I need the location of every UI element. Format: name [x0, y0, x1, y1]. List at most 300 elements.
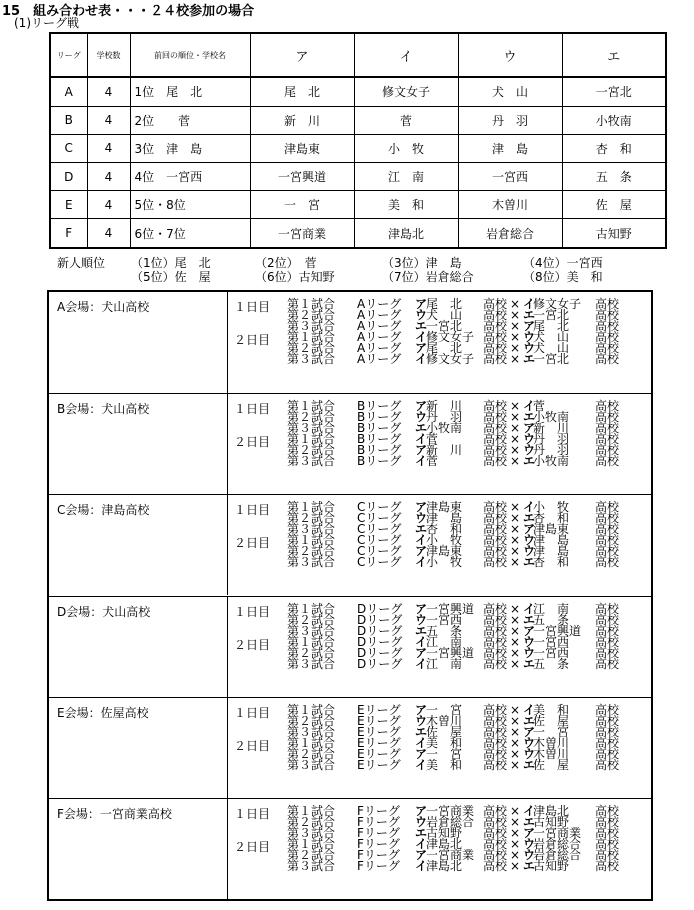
- match-k1: 高校: [483, 533, 508, 548]
- team-u-cell: 丹 羽: [458, 106, 562, 134]
- match-k2: 高校: [595, 511, 620, 526]
- team-u-cell: 犬 山: [458, 77, 562, 106]
- league-table: [49, 32, 667, 249]
- match-league: Eリーグ: [357, 746, 401, 761]
- match-k2: 高校: [595, 297, 620, 311]
- match-al: ウ: [523, 544, 536, 559]
- match-league: Cリーグ: [357, 533, 402, 548]
- match-game: 第３試合: [287, 656, 336, 671]
- match-x: ×: [510, 645, 521, 660]
- match-away: 五 条: [533, 612, 570, 627]
- match-k1: 高校: [483, 757, 508, 772]
- previous-cell: 1位 尾 北: [130, 77, 250, 106]
- match-hl: ア: [415, 601, 428, 616]
- match-al: ア: [523, 825, 536, 840]
- match-game: 第２試合: [287, 544, 336, 559]
- match-league: Dリーグ: [357, 634, 403, 649]
- match-x: ×: [510, 702, 521, 717]
- match-k1: 高校: [483, 656, 508, 671]
- match-k2: 高校: [595, 522, 620, 537]
- match-k2: 高校: [595, 533, 620, 548]
- day-label: ２日目: [234, 637, 271, 652]
- match-k2: 高校: [595, 702, 620, 717]
- match-k1: 高校: [483, 544, 508, 559]
- match-away: 木曽川: [533, 735, 570, 750]
- match-game: 第２試合: [287, 645, 336, 660]
- match-hl: エ: [415, 319, 428, 333]
- match-league: Eリーグ: [357, 757, 401, 772]
- match-game: 第１試合: [287, 399, 336, 414]
- match-al: エ: [523, 858, 536, 873]
- match-x: ×: [510, 352, 521, 366]
- team-a-cell: 尾 北: [250, 77, 354, 106]
- match-x: ×: [510, 601, 521, 616]
- match-away: 修文女子: [533, 297, 582, 311]
- match-al: ア: [523, 319, 536, 333]
- match-game: 第１試合: [287, 601, 336, 616]
- match-x: ×: [510, 858, 521, 873]
- match-k2: 高校: [595, 645, 620, 660]
- match-k1: 高校: [483, 713, 508, 728]
- team-e-cell: 杏 和: [562, 134, 666, 162]
- rookie-label: 新人順位: [57, 256, 106, 270]
- rookie-rank-8: （8位）美 和: [523, 270, 603, 284]
- page-title: 15 組み合わせ表・・・２４校参加の場合: [2, 4, 255, 19]
- match-away: 岩倉総合: [533, 847, 582, 862]
- match-al: エ: [523, 612, 536, 627]
- match-home: 江 南: [426, 656, 463, 671]
- match-k2: 高校: [595, 803, 620, 818]
- match-k2: 高校: [595, 825, 620, 840]
- match-game: 第３試合: [287, 858, 336, 873]
- match-hl: エ: [415, 623, 428, 638]
- match-hl: イ: [415, 858, 428, 873]
- match-game: 第３試合: [287, 757, 336, 772]
- match-league: Eリーグ: [357, 713, 401, 728]
- match-hl: ア: [415, 399, 428, 414]
- match-home: 佐 屋: [426, 724, 463, 739]
- match-hl: イ: [415, 656, 428, 671]
- match-game: 第１試合: [287, 634, 336, 649]
- day-label: ２日目: [234, 333, 271, 347]
- match-hl: ウ: [415, 814, 428, 829]
- match-away: 丹 羽: [533, 432, 570, 447]
- match-away: 岩倉総合: [533, 836, 582, 851]
- team-a-cell: 津島東: [250, 134, 354, 162]
- match-hl: ア: [415, 645, 428, 660]
- venue-block: [49, 697, 651, 798]
- rookie-rank-1: （1位）尾 北: [131, 256, 211, 270]
- schedule-table: [47, 290, 653, 901]
- match-hl: ア: [415, 341, 428, 355]
- match-x: ×: [510, 511, 521, 526]
- match-k1: 高校: [483, 432, 508, 447]
- match-x: ×: [510, 713, 521, 728]
- match-k2: 高校: [595, 814, 620, 829]
- match-hl: エ: [415, 825, 428, 840]
- team-a-cell: 一宮商業: [250, 219, 354, 248]
- match-home: 新 川: [426, 443, 463, 458]
- match-al: エ: [523, 656, 536, 671]
- league-table-header: [50, 33, 666, 77]
- match-home: 小 牧: [426, 555, 463, 570]
- match-k2: 高校: [595, 421, 620, 436]
- day-label: ２日目: [234, 839, 271, 854]
- venue-name: F会場：一宮商業高校: [57, 806, 172, 821]
- match-k2: 高校: [595, 544, 620, 559]
- match-k1: 高校: [483, 814, 508, 829]
- match-al: ウ: [523, 533, 536, 548]
- match-game: 第３試合: [287, 724, 336, 739]
- match-al: エ: [523, 757, 536, 772]
- count-cell: 4: [87, 191, 130, 219]
- match-away: 一宮西: [533, 634, 570, 649]
- match-away: 小牧南: [533, 410, 570, 425]
- league-row-b: [50, 106, 666, 134]
- match-k1: 高校: [483, 847, 508, 862]
- match-k2: 高校: [595, 757, 620, 772]
- match-league: Eリーグ: [357, 702, 401, 717]
- match-hl: ア: [415, 847, 428, 862]
- match-hl: ア: [415, 297, 428, 311]
- match-hl: ウ: [415, 713, 428, 728]
- match-x: ×: [510, 814, 521, 829]
- match-hl: エ: [415, 421, 428, 436]
- match-k2: 高校: [595, 352, 620, 366]
- match-k1: 高校: [483, 746, 508, 761]
- match-home: 尾 北: [426, 341, 463, 355]
- match-away: 古知野: [533, 858, 570, 873]
- rookie-rank-5: （5位）佐 屋: [131, 270, 211, 284]
- match-k2: 高校: [595, 308, 620, 322]
- match-al: ウ: [523, 836, 536, 851]
- match-k2: 高校: [595, 454, 620, 469]
- match-game: 第３試合: [287, 825, 336, 840]
- day-label: ２日目: [234, 435, 271, 450]
- league-cell: D: [50, 162, 87, 190]
- league-row-e: [50, 191, 666, 219]
- match-home: 木曽川: [426, 713, 463, 728]
- match-hl: イ: [415, 432, 428, 447]
- match-league: Bリーグ: [357, 410, 402, 425]
- league-cell: E: [50, 191, 87, 219]
- rookie-rank-6: （6位）古知野: [255, 270, 335, 284]
- team-a-cell: 一宮興道: [250, 162, 354, 190]
- match-x: ×: [510, 341, 521, 355]
- match-al: ア: [523, 724, 536, 739]
- match-game: 第２試合: [287, 341, 336, 355]
- team-e-cell: 五 条: [562, 162, 666, 190]
- match-k2: 高校: [595, 634, 620, 649]
- match-k2: 高校: [595, 735, 620, 750]
- match-home: 美 和: [426, 735, 463, 750]
- venue-block: [49, 798, 651, 899]
- match-away: 津島北: [533, 803, 570, 818]
- league-row-a: [50, 77, 666, 106]
- match-hl: イ: [415, 454, 428, 469]
- team-e-cell: 古知野: [562, 219, 666, 248]
- match-game: 第２試合: [287, 814, 336, 829]
- match-game: 第２試合: [287, 612, 336, 627]
- header-u: ウ: [458, 33, 562, 77]
- match-away: 杏 和: [533, 555, 570, 570]
- match-hl: ウ: [415, 511, 428, 526]
- team-i-cell: 津島北: [354, 219, 458, 248]
- match-home: 尾 北: [426, 297, 463, 311]
- match-away: 小牧南: [533, 454, 570, 469]
- match-k1: 高校: [483, 410, 508, 425]
- day-label: １日目: [234, 503, 271, 518]
- match-home: 一宮西: [426, 612, 463, 627]
- day-label: １日目: [234, 705, 271, 720]
- match-k2: 高校: [595, 713, 620, 728]
- match-hl: イ: [415, 555, 428, 570]
- match-k1: 高校: [483, 612, 508, 627]
- match-hl: イ: [415, 352, 428, 366]
- match-al: ウ: [523, 432, 536, 447]
- match-k1: 高校: [483, 702, 508, 717]
- match-league: Bリーグ: [357, 399, 402, 414]
- match-home: 古知野: [426, 825, 463, 840]
- match-al: ア: [523, 522, 536, 537]
- match-al: エ: [523, 713, 536, 728]
- match-league: Cリーグ: [357, 511, 402, 526]
- match-away: 新 川: [533, 421, 570, 436]
- match-league: Fリーグ: [357, 847, 400, 862]
- match-league: Bリーグ: [357, 443, 402, 458]
- match-hl: ア: [415, 746, 428, 761]
- match-k1: 高校: [483, 555, 508, 570]
- match-k2: 高校: [595, 858, 620, 873]
- match-x: ×: [510, 612, 521, 627]
- match-away: 津 島: [533, 533, 570, 548]
- match-home: 津 島: [426, 511, 463, 526]
- league-cell: F: [50, 219, 87, 248]
- match-k2: 高校: [595, 341, 620, 355]
- rookie-rank-2: （2位） 菅: [255, 256, 317, 270]
- match-away: 尾 北: [533, 319, 570, 333]
- match-x: ×: [510, 500, 521, 515]
- match-k1: 高校: [483, 341, 508, 355]
- match-game: 第２試合: [287, 746, 336, 761]
- match-hl: ア: [415, 500, 428, 515]
- match-x: ×: [510, 634, 521, 649]
- match-x: ×: [510, 330, 521, 344]
- day-label: １日目: [234, 806, 271, 821]
- match-k2: 高校: [595, 399, 620, 414]
- match-league: Aリーグ: [357, 319, 402, 333]
- header-previous: 前回の順位・学校名: [130, 33, 250, 77]
- match-k2: 高校: [595, 623, 620, 638]
- match-k1: 高校: [483, 421, 508, 436]
- match-x: ×: [510, 308, 521, 322]
- match-game: 第３試合: [287, 555, 336, 570]
- column-divider: [227, 799, 228, 899]
- match-k1: 高校: [483, 623, 508, 638]
- match-x: ×: [510, 656, 521, 671]
- match-k1: 高校: [483, 511, 508, 526]
- match-al: エ: [523, 410, 536, 425]
- match-league: Dリーグ: [357, 601, 403, 616]
- match-away: 一宮北: [533, 352, 570, 366]
- match-k1: 高校: [483, 330, 508, 344]
- match-hl: イ: [415, 533, 428, 548]
- team-a-cell: 新 川: [250, 106, 354, 134]
- match-al: エ: [523, 352, 536, 366]
- match-k1: 高校: [483, 399, 508, 414]
- match-game: 第１試合: [287, 297, 336, 311]
- match-k1: 高校: [483, 825, 508, 840]
- match-league: Dリーグ: [357, 656, 403, 671]
- league-row-f: [50, 219, 666, 248]
- match-hl: ア: [415, 544, 428, 559]
- match-hl: イ: [415, 330, 428, 344]
- match-away: 古知野: [533, 814, 570, 829]
- match-league: Bリーグ: [357, 454, 402, 469]
- match-hl: イ: [415, 757, 428, 772]
- match-x: ×: [510, 803, 521, 818]
- match-al: ア: [523, 421, 536, 436]
- match-league: Fリーグ: [357, 803, 400, 818]
- match-x: ×: [510, 623, 521, 638]
- match-al: イ: [523, 702, 536, 717]
- match-hl: エ: [415, 724, 428, 739]
- column-divider: [227, 698, 228, 798]
- league-row-c: [50, 134, 666, 162]
- match-game: 第３試合: [287, 352, 336, 366]
- match-x: ×: [510, 432, 521, 447]
- section-subtitle: (1)リーグ戦: [14, 16, 79, 30]
- match-x: ×: [510, 847, 521, 862]
- match-game: 第２試合: [287, 511, 336, 526]
- count-cell: 4: [87, 106, 130, 134]
- match-away: 犬 山: [533, 330, 570, 344]
- match-hl: イ: [415, 735, 428, 750]
- column-divider: [227, 394, 228, 494]
- match-game: 第３試合: [287, 522, 336, 537]
- match-home: 一 宮: [426, 702, 463, 717]
- match-league: Dリーグ: [357, 645, 403, 660]
- match-league: Aリーグ: [357, 330, 402, 344]
- match-x: ×: [510, 443, 521, 458]
- match-game: 第１試合: [287, 533, 336, 548]
- match-x: ×: [510, 297, 521, 311]
- match-home: 小牧南: [426, 421, 463, 436]
- venue-name: D会場：犬山高校: [57, 604, 151, 619]
- match-k1: 高校: [483, 858, 508, 873]
- team-i-cell: 小 牧: [354, 134, 458, 162]
- match-game: 第３試合: [287, 454, 336, 469]
- match-x: ×: [510, 746, 521, 761]
- match-k1: 高校: [483, 319, 508, 333]
- match-al: ウ: [523, 847, 536, 862]
- previous-cell: 2位 菅: [130, 106, 250, 134]
- match-k2: 高校: [595, 836, 620, 851]
- match-x: ×: [510, 410, 521, 425]
- match-al: エ: [523, 308, 536, 322]
- header-i: イ: [354, 33, 458, 77]
- match-home: 江 南: [426, 634, 463, 649]
- match-home: 犬 山: [426, 308, 463, 322]
- match-k1: 高校: [483, 803, 508, 818]
- match-x: ×: [510, 544, 521, 559]
- match-league: Fリーグ: [357, 825, 400, 840]
- match-game: 第３試合: [287, 623, 336, 638]
- match-x: ×: [510, 724, 521, 739]
- match-game: 第１試合: [287, 836, 336, 851]
- header-a: ア: [250, 33, 354, 77]
- day-label: １日目: [234, 300, 271, 314]
- match-away: 杏 和: [533, 511, 570, 526]
- match-k2: 高校: [595, 746, 620, 761]
- match-league: Aリーグ: [357, 308, 402, 322]
- match-al: ウ: [523, 735, 536, 750]
- team-u-cell: 岩倉総合: [458, 219, 562, 248]
- match-home: 一宮商業: [426, 803, 475, 818]
- match-x: ×: [510, 555, 521, 570]
- match-x: ×: [510, 836, 521, 851]
- previous-cell: 4位 一宮西: [130, 162, 250, 190]
- match-al: エ: [523, 511, 536, 526]
- header-league: リーグ: [50, 33, 87, 77]
- team-e-cell: 佐 屋: [562, 191, 666, 219]
- match-league: Eリーグ: [357, 735, 401, 750]
- previous-cell: 6位・7位: [130, 219, 250, 248]
- venue-name: E会場：佐屋高校: [57, 705, 149, 720]
- match-game: 第２試合: [287, 847, 336, 862]
- match-home: 一宮興道: [426, 601, 475, 616]
- match-hl: ア: [415, 803, 428, 818]
- match-hl: ア: [415, 702, 428, 717]
- match-hl: ウ: [415, 308, 428, 322]
- match-k1: 高校: [483, 297, 508, 311]
- venue-name: B会場：犬山高校: [57, 402, 150, 417]
- match-k2: 高校: [595, 555, 620, 570]
- match-league: Dリーグ: [357, 612, 403, 627]
- team-u-cell: 津 島: [458, 134, 562, 162]
- match-k2: 高校: [595, 601, 620, 616]
- match-al: エ: [523, 555, 536, 570]
- match-home: 津島北: [426, 858, 463, 873]
- match-k2: 高校: [595, 612, 620, 627]
- match-al: イ: [523, 500, 536, 515]
- match-home: 菅: [426, 432, 439, 447]
- column-divider: [227, 292, 228, 393]
- league-cell: A: [50, 77, 87, 106]
- match-game: 第２試合: [287, 713, 336, 728]
- match-away: 佐 屋: [533, 757, 570, 772]
- match-k1: 高校: [483, 500, 508, 515]
- match-home: 杏 和: [426, 522, 463, 537]
- match-x: ×: [510, 522, 521, 537]
- match-k2: 高校: [595, 847, 620, 862]
- venue-block: [49, 596, 651, 697]
- match-hl: エ: [415, 522, 428, 537]
- match-league: Aリーグ: [357, 341, 402, 355]
- match-hl: ア: [415, 443, 428, 458]
- venue-name: C会場：津島高校: [57, 503, 150, 518]
- match-al: イ: [523, 399, 536, 414]
- match-k2: 高校: [595, 656, 620, 671]
- match-k1: 高校: [483, 735, 508, 750]
- match-home: 一 宮: [426, 746, 463, 761]
- match-home: 菅: [426, 454, 439, 469]
- rookie-rank-7: （7位）岩倉総合: [382, 270, 474, 284]
- team-e-cell: 小牧南: [562, 106, 666, 134]
- match-k1: 高校: [483, 645, 508, 660]
- match-al: ア: [523, 623, 536, 638]
- match-game: 第１試合: [287, 432, 336, 447]
